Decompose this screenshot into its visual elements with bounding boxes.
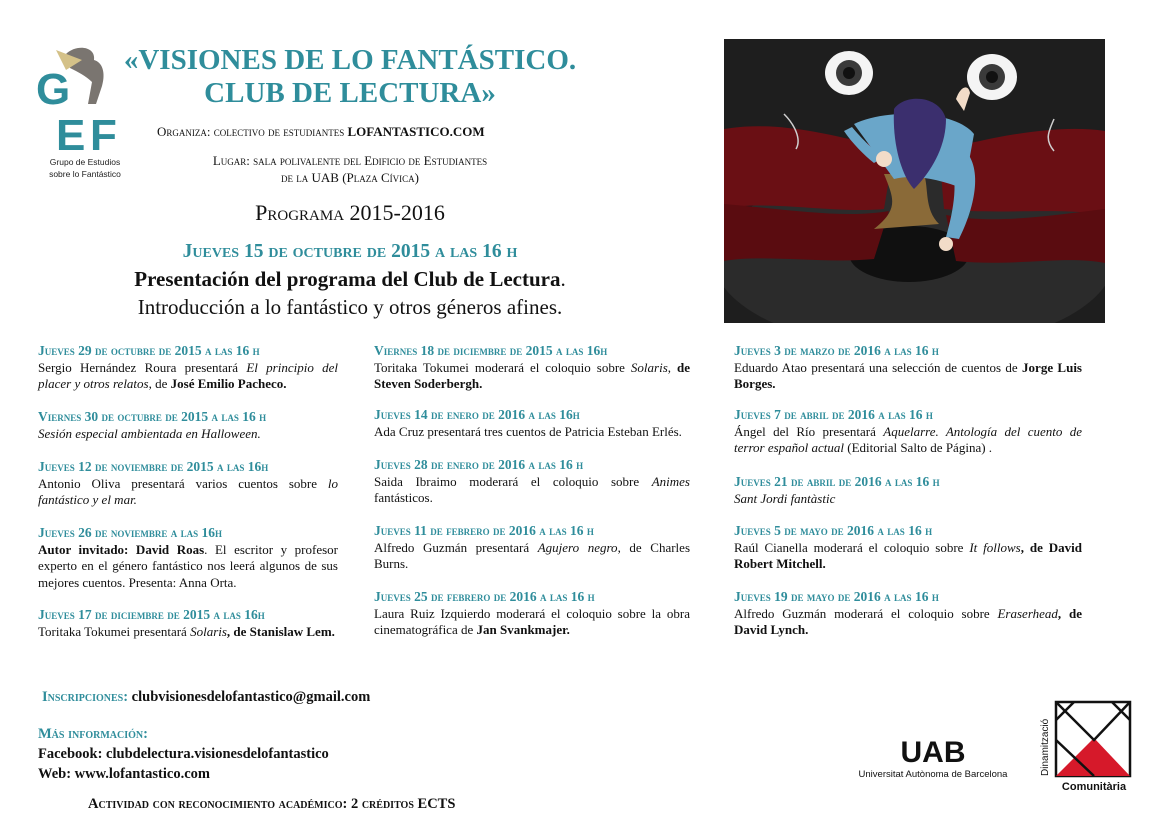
programa-heading: Programa 2015-2016 [255,200,445,225]
gef-caption-line1: Grupo de Estudios [49,157,121,167]
event-date: Jueves 11 de febrero de 2016 a las 16 h [374,523,594,538]
event-date: Jueves 26 de noviembre a las 16h [38,525,223,540]
organiza-label: Organiza: colectivo de estudiantes [157,124,348,139]
dinam-bottom-text: Comunitària [1061,781,1127,793]
event-item [374,407,690,440]
gef-caption-line2: sobre lo Fantástico [49,169,121,179]
page-title [100,44,600,110]
event-item [374,589,690,639]
event-desc: Autor invitado: David Roas. El escritor y profesor experto en el género fantástico nos leerá algunos de sus mejores cuentos. Presenta: Anna Orta. [38,541,338,590]
event-desc: Toritaka Tokumei moderará el coloquio sobre Solaris, de Steven Soderbergh. [374,359,690,391]
introduccion-line: Introducción a lo fantástico y otros géneros afines. [137,295,563,319]
actividad-text: Actividad con reconocimiento académico: 2 créditos [88,796,418,812]
event-date: Jueves 29 de octubre de 2015 a las 16 h [38,343,260,358]
uab-mark: UAB [900,736,966,769]
event-item [734,589,1082,639]
event-item [38,607,338,640]
actividad-line [88,796,455,813]
event-desc: Alfredo Guzmán presentará Agujero negro, de Charles Burns. [374,539,691,571]
mas-informacion-block [38,724,329,784]
event-date: Jueves 3 de marzo de 2016 a las 16 h [734,343,939,358]
uab-name: Universitat Autònoma de Barcelona [858,769,1008,780]
svg-text:F: F [90,111,117,154]
svg-text:G: G [36,65,71,114]
lugar-block [150,152,550,186]
event-date: Jueves 28 de enero de 2016 a las 16 h [374,457,584,472]
presentacion-bold: Presentación del programa del Club de Lectura [134,267,561,291]
event-item [734,523,1082,573]
event-date: Jueves 25 de febrero de 2016 a las 16 h [374,589,595,604]
event-item [734,343,1082,393]
event-date: Jueves 21 de abril de 2016 a las 16 h [734,474,940,489]
actividad-ects: ECTS [417,796,456,812]
event-date: Jueves 12 de noviembre de 2015 a las 16h [38,459,269,474]
illustration-art-icon [724,39,1105,323]
inscripciones-label: Inscripciones: [42,689,129,705]
mas-informacion-label: Más información: [38,726,148,742]
event-date: Jueves 5 de mayo de 2016 a las 16 h [734,523,933,538]
uab-logo-icon [848,734,1018,784]
web-link[interactable]: Web: www.lofantastico.com [38,766,210,782]
event-item [374,457,690,507]
event-desc: Antonio Oliva presentará varios cuentos sobre lo fantástico y el mar. [38,475,338,507]
event-desc: Sant Jordi fantàstic [734,490,836,506]
event-desc: Laura Ruiz Izquierdo moderará el coloquio sobre la obra cinematográfica de Jan Svankmajer. [374,605,690,637]
event-desc: Sesión especial ambientada en Halloween. [38,425,261,441]
event-item [38,343,338,393]
event-date: Viernes 18 de diciembre de 2015 a las 16h [374,343,608,358]
cover-illustration [724,39,1105,323]
title-line1: «VISIONES DE LO FANTÁSTICO. [123,44,577,76]
organiza-line [157,124,485,140]
event-date: Jueves 17 de diciembre de 2015 a las 16h [38,607,265,622]
event-item [734,474,1082,507]
gef-caption [40,156,130,180]
event-desc: Ada Cruz presentará tres cuentos de Patricia Esteban Erlés. [374,423,682,439]
lugar-line1: Lugar: sala polivalente del Edificio de Estudiantes [212,153,488,168]
title-line2: CLUB DE LECTURA» [204,77,496,109]
event-item [374,523,690,573]
event-desc: Saida Ibraimo moderará el coloquio sobre Animes fantásticos. [374,473,690,505]
presentacion-line [40,267,660,292]
uab-logo [848,734,1018,784]
event-date: Viernes 30 de octubre de 2015 a las 16 h [38,409,267,424]
event-item [38,459,338,509]
event-desc: Sergio Hernández Roura presentará El principio del placer y otros relatos, de José Emilio Pacheco. [38,359,338,391]
event-item [38,525,338,591]
event-date: Jueves 19 de mayo de 2016 a las 16 h [734,589,939,604]
dinam-vertical-text: Dinamització [1040,718,1051,776]
presentacion-dot: . [560,267,566,291]
event-date: Jueves 7 de abril de 2016 a las 16 h [734,407,933,422]
inscripciones-line [42,689,370,706]
event-item [374,343,690,393]
dinamitzacio-logo-icon [1034,700,1134,794]
event-item [38,409,338,442]
event-item [734,407,1082,457]
facebook-link[interactable]: Facebook: clubdelectura.visionesdelofantastico [38,746,329,762]
inscripciones-email[interactable]: clubvisionesdelofantastico@gmail.com [128,689,371,705]
event-desc: Alfredo Guzmán moderará el coloquio sobre Eraserhead, de David Lynch. [734,605,1082,637]
event-desc: Ángel del Río presentará Aquelarre. Antología del cuento de terror español actual (Editorial Salto de Página) . [734,423,1083,455]
organiza-value: LOFANTASTICO.COM [347,124,485,139]
event-desc: Toritaka Tokumei presentará Solaris, de Stanislaw Lem. [38,623,335,639]
first-session-date: Jueves 15 de octubre de 2015 a las 16 h [182,241,518,262]
dinamitzacio-logo [1034,700,1134,794]
event-desc: Raúl Cianella moderará el coloquio sobre It follows, de David Robert Mitchell. [734,539,1082,571]
svg-text:E: E [56,111,86,154]
event-date: Jueves 14 de enero de 2016 a las 16h [374,407,580,422]
lugar-line2: de la UAB (Plaza Cívica) [281,170,419,185]
event-desc: Eduardo Atao presentará una selección de cuentos de Jorge Luis Borges. [734,359,1082,391]
